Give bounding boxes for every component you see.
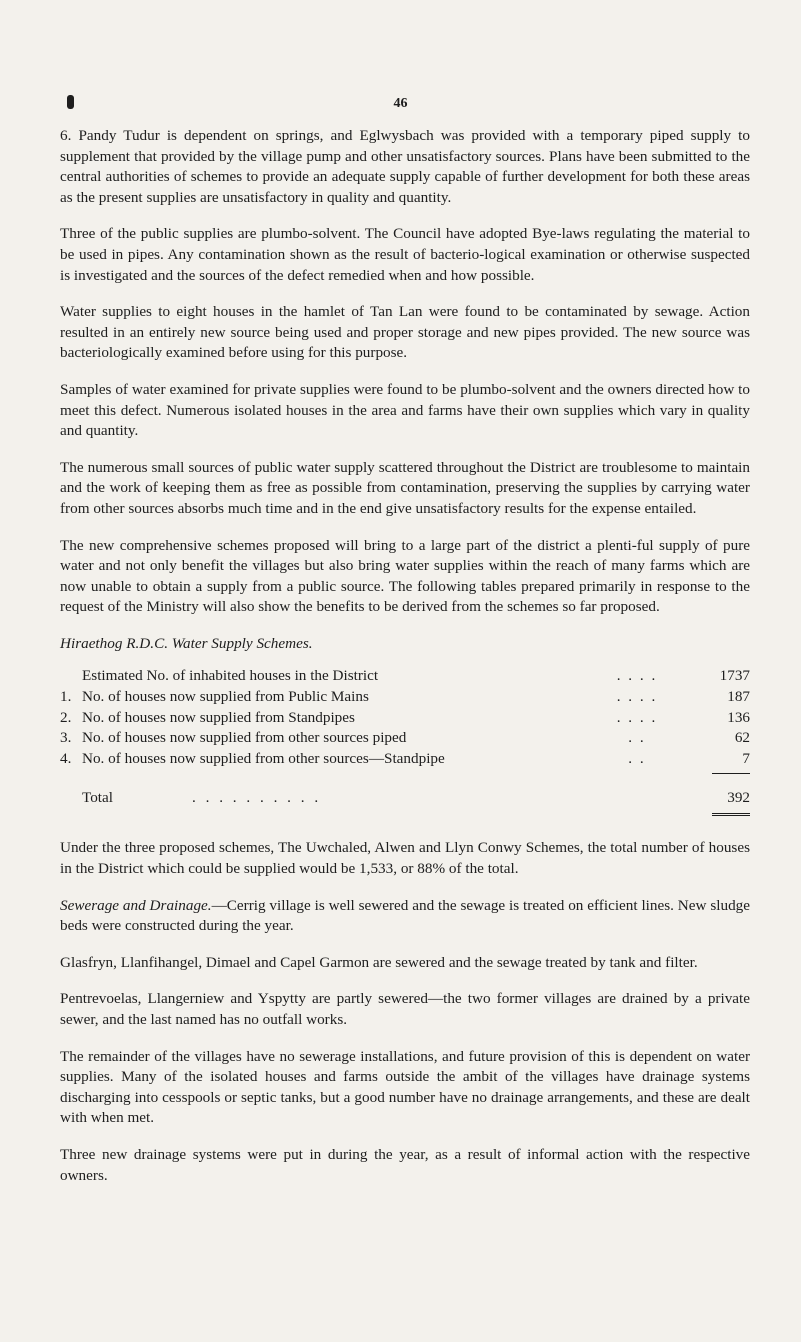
sum-rule <box>712 773 750 774</box>
paragraph-proposed-schemes: Under the three proposed schemes, The Uwchaled, Alwen and Llyn Conwy Schemes, the total number of houses in the District which could be supplied would be 1,533, or 88% of the total. <box>60 839 750 878</box>
paragraph-sewerage <box>60 896 750 937</box>
row-leader: . . . . <box>616 708 658 726</box>
paragraph-pentrevoelas: Pentrevoelas, Llangerniew and Yspytty are partly sewered—the two former villages are drained by a private sewer, and the last named has no outfall works. <box>60 990 750 1028</box>
paragraph-small-sources: The numerous small sources of public water supply scattered throughout the District are troublesome to maintain and the work of keeping them as free as possible from contamination, preserving the supplies by carrying water from other sources absorbs much time and in the end give unsatisfactory results for the expense entailed. <box>60 458 750 517</box>
table-row <box>60 708 750 729</box>
total-double-rule <box>712 813 750 816</box>
total-label: Total <box>82 789 113 807</box>
paragraph-pandy-tudur: 6. Pandy Tudur is dependent on springs, and Eglwysbach was provided with a temporary piped supply to supplement that provided by the village pump and other unsatisfactory sources. Plans have been submitted to the central authorities of schemes to provide an adequate supply capable of further development for both these areas as the present supplies are unsatisfactory in quality and quantity. <box>60 127 750 206</box>
paragraph-glasfryn: Glasfryn, Llanfihangel, Dimael and Capel Garmon are sewered and the sewage treated by tank and filter. <box>60 953 698 971</box>
row-number: 2. <box>60 708 72 726</box>
row-label: No. of houses now supplied from Public Mains <box>82 688 369 706</box>
total-value: 392 <box>727 789 750 807</box>
total-leader: . . . . . . . . . . <box>192 789 322 807</box>
table-row <box>60 687 750 708</box>
paragraph-plumbo-solvent: Three of the public supplies are plumbo-solvent. The Council have adopted Bye-laws regulating the material to be used in pipes. Any contamination shown as the result of bacterio-logical examination or otherwise suspected is investigated and the sources of the defect remedied when and how possible. <box>60 225 750 284</box>
row-leader: . . . . <box>616 688 658 706</box>
row-value: 187 <box>727 688 750 706</box>
table-total-row <box>60 788 750 810</box>
sewerage-text: —Cerrig village is well sewered and the sewage is treated on efficient lines. New sludge beds were constructed during the year. <box>60 896 750 935</box>
row-number: 3. <box>60 729 72 747</box>
page-number: 46 <box>393 96 408 111</box>
paragraph-tan-lan: Water supplies to eight houses in the hamlet of Tan Lan were found to be contaminated by sewage. Action resulted in an entirely new source being used and proper storage and new pipes provided. The new source was bacteriologically examined before using for this purpose. <box>60 303 750 362</box>
row-leader: . . . . <box>616 667 658 685</box>
row-value: 7 <box>742 749 750 767</box>
row-label: Estimated No. of inhabited houses in the District <box>82 667 379 685</box>
row-label: No. of houses now supplied from other sources—Standpipe <box>82 749 445 767</box>
row-value: 62 <box>734 729 750 747</box>
document-body <box>60 126 750 1186</box>
row-leader: . . <box>628 729 646 747</box>
row-label: No. of houses now supplied from other sources piped <box>82 729 407 747</box>
table-row <box>60 728 750 749</box>
table-row <box>60 749 750 770</box>
sewerage-heading: Sewerage and Drainage. <box>60 896 212 914</box>
row-value: 136 <box>727 708 750 726</box>
row-number: 4. <box>60 749 72 767</box>
table-row <box>60 666 750 687</box>
paragraph-new-schemes: The new comprehensive schemes proposed will bring to a large part of the district a plenti-ful supply of pure water and not only benefit the villages but also bring water supplies within the reach of many farms which are now unable to obtain a supply from a public source. The following tables prepared primarily in response to the request of the Ministry will also show the benefits to be derived from the schemes so far proposed. <box>60 536 750 616</box>
paragraph-remainder: The remainder of the villages have no sewerage installations, and future provision of this is dependent on water supplies. Many of the isolated houses and farms outside the ambit of the villages have drainage systems discharging into cesspools or septic tanks, but a good number have no drainage arrangements, and these are dealt with when met. <box>60 1047 750 1127</box>
table-title: Hiraethog R.D.C. Water Supply Schemes. <box>60 634 313 652</box>
paragraph-private-supplies: Samples of water examined for private supplies were found to be plumbo-solvent and the owners directed how to meet this defect. Numerous isolated houses in the area and farms have their own supplies which vary in quality and quantity. <box>60 380 750 440</box>
row-label: No. of houses now supplied from Standpipes <box>82 708 355 726</box>
row-number: 1. <box>60 688 72 706</box>
row-leader: . . <box>628 749 646 767</box>
water-supply-table <box>60 634 750 817</box>
paragraph-new-drainage: Three new drainage systems were put in during the year, as a result of informal action with the respective owners. <box>60 1145 750 1184</box>
row-value: 1737 <box>719 667 750 685</box>
